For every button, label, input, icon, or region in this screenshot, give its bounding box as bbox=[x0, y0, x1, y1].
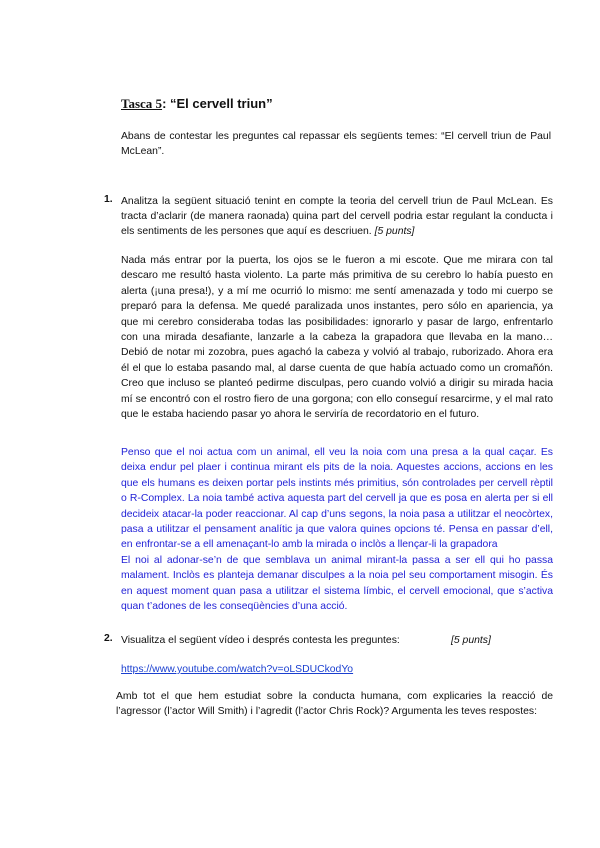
title-label: Tasca 5 bbox=[121, 96, 163, 111]
answer-block bbox=[121, 445, 553, 614]
answer-paragraph-1: Penso que el noi actua com un animal, ell veu la noia com una presa a la qual caçar. Es deixa endur pel plaer i continua mirant els pits de la noia. Aquestes accions, accions en les que els humans es deixen portar pels instints més primitius, són controlades per cervell rèptil o R-Complex. La noia també activa aquesta part del cervell ja que es posa en alerta per si ell decideix atacar-la poder reaccionar. Al cap d’uns segons, la noia pasa a utilitzar el neocòrtex, pasa a utilitzar el pensament analític ja que valora quines opcions té. Pensa en passar d’ell, en enfrontar-se a ell amenaçant-lo amb la mirada o inclòs a llençar-li la grapadora bbox=[121, 447, 553, 551]
question-2 bbox=[121, 633, 553, 648]
question-2-number: 2. bbox=[104, 633, 113, 644]
answer-paragraph-2: El noi al adonar-se’n de que semblava un animal mirant-la passa a ser ell qui ho passa malament. Inclòs es planteja demanar disculpes a la noia pel seu comportament misogin. És en aquest moment quan pasa a utilitzar el sistema límbic, el cervell emocional, que s’activa quan t’adones de les conseqüències d’una acció. bbox=[121, 554, 553, 613]
question-3-paragraph: Amb tot el que hem estudiat sobre la conducta humana, com explicaries la reacció de l’agressor (l’actor Will Smith) i l’agredit (l’actor Chris Rock)? Argumenta les teves respostes: bbox=[116, 691, 553, 718]
title-rest: : “El cervell triun” bbox=[162, 96, 273, 111]
page-title bbox=[121, 96, 273, 112]
question-1-text: Analitza la següent situació tenint en compte la teoria del cervell triun de Paul McLean. Es tracta d’aclarir (de manera raonada) quina part del cervell podria estar regulant la conducta i els sentiments de les persones que aquí es descriuen. bbox=[121, 196, 553, 237]
intro-paragraph: Abans de contestar les preguntes cal repassar els següents temes: “El cervell triun de Paul McLean”. bbox=[121, 131, 551, 157]
question-2-text: Visualitza el següent vídeo i després contesta les preguntes: bbox=[121, 635, 400, 646]
question-1-number: 1. bbox=[104, 194, 113, 205]
video-link[interactable]: https://www.youtube.com/watch?v=oLSDUCkodYo bbox=[121, 664, 354, 675]
question-1-points: [5 punts] bbox=[374, 226, 415, 237]
question-1 bbox=[121, 194, 553, 239]
story-paragraph: Nada más entrar por la puerta, los ojos se le fueron a mi escote. Que me mirara con tal descaro me resultó hasta violento. La parte más primitiva de su cerebro lo había puesto en alerta (¡una presa!), y a mí me ocurrió lo mismo: me sentí amenazada y todo mi cuerpo se preparó para la defensa. Me quedé paralizada unos instantes, pero sólo en apariencia, ya que mi cerebro consideraba todas las posibilidades: ignorarlo y pasar de largo, enfrentarlo con una mirada desafiante, lanzarle a la cabeza la grapadora que llevaba en la mano… Debió de notar mi zozobra, pues agachó la cabeza y volvió al trabajo, ruborizado. Ahora era él el que lo estaba pasando mal, al darse cuenta de que había actuado como un cromañón. Creo que incluso se planteó pedirme disculpas, pero cuando volvió a dirigir su mirada hacia mí se encontró con el rostro fiero de una gorgona; con ello conseguí resarcirme, y el mal rato que le estaba haciendo pasar yo ahora le serviría de recordatorio en el futuro. bbox=[121, 255, 553, 421]
question-2-points: [5 punts] bbox=[451, 635, 491, 646]
